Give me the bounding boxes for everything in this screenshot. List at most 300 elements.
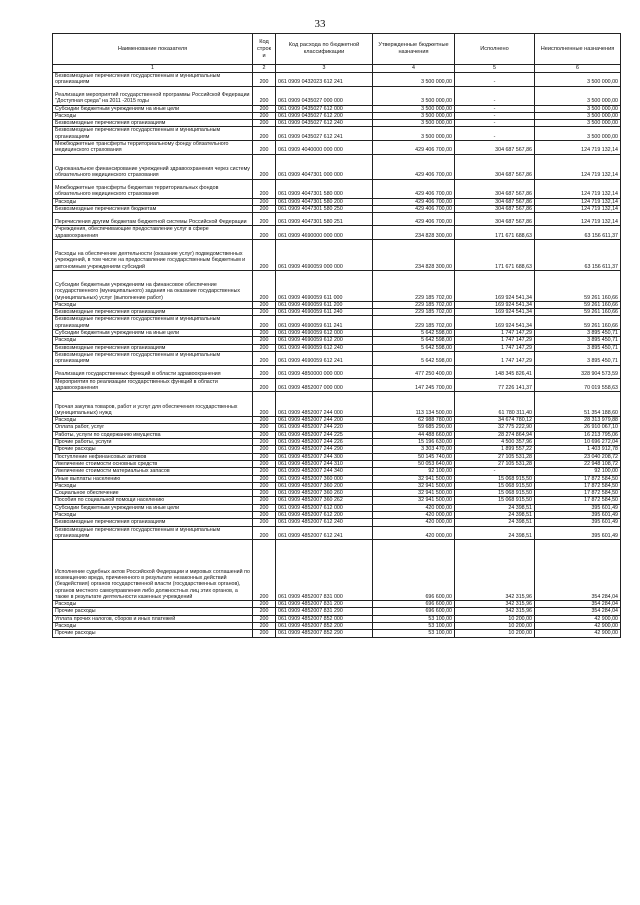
row-approved: 429 406 700,00 [373, 154, 455, 179]
row-unexecuted: 17 872 584,50 [535, 490, 621, 497]
table-row [53, 497, 621, 504]
table-row [53, 73, 621, 87]
row-budget-code: 061 0909 4690059 611 241 [276, 316, 373, 330]
row-unexecuted: 3 895 450,71 [535, 330, 621, 337]
row-budget-code: 061 0909 4047301 580 200 [276, 198, 373, 205]
row-line-code: 200 [253, 601, 276, 608]
row-name: Прочие расходы [53, 608, 253, 615]
row-name: Безвозмездные перечисления государственным и муниципальным организациям [53, 127, 253, 141]
row-name: Перечисления другим бюджетам бюджетной системы Российской Федерации [53, 213, 253, 226]
row-budget-code: 061 0909 4047301 000 000 [276, 154, 373, 179]
table-row [53, 154, 621, 179]
row-budget-code: 061 0909 4852007 852 000 [276, 615, 373, 622]
table-row [53, 226, 621, 240]
header-unexecuted: Неисполненные назначения [535, 34, 621, 65]
header-executed: Исполнено [455, 34, 535, 65]
row-name: Учреждения, обеспечивающие предоставление услуг в сфере здравоохранения [53, 226, 253, 240]
table-row [53, 490, 621, 497]
row-approved: 44 488 660,00 [373, 431, 455, 438]
row-approved: 229 185 702,00 [373, 301, 455, 308]
row-approved: 3 500 000,00 [373, 86, 455, 105]
table-row [53, 511, 621, 518]
table-row [53, 330, 621, 337]
row-approved: 15 196 630,00 [373, 439, 455, 446]
row-approved: 5 642 598,00 [373, 344, 455, 351]
row-executed: 304 687 567,86 [455, 205, 535, 212]
row-approved: 50 145 740,00 [373, 453, 455, 460]
row-budget-code: 061 0909 4852007 244 226 [276, 439, 373, 446]
column-number-row [53, 65, 621, 73]
row-approved: 696 600,00 [373, 601, 455, 608]
row-approved: 229 185 702,00 [373, 270, 455, 301]
row-approved: 53 100,00 [373, 615, 455, 622]
row-executed: - [455, 120, 535, 127]
column-number: 3 [276, 65, 373, 73]
table-row [53, 378, 621, 392]
row-name: Прочая закупка товаров, работ и услуг для обеспечения государственных (муниципальных) нужд [53, 392, 253, 417]
row-unexecuted: 3 895 450,71 [535, 337, 621, 344]
row-executed: 1 747 147,29 [455, 330, 535, 337]
row-line-code: 200 [253, 468, 276, 475]
row-unexecuted: 59 261 160,66 [535, 309, 621, 316]
row-line-code: 200 [253, 120, 276, 127]
row-executed: 24 398,51 [455, 511, 535, 518]
row-budget-code: 061 0909 0435027 612 240 [276, 120, 373, 127]
row-line-code: 200 [253, 141, 276, 155]
row-executed: - [455, 86, 535, 105]
row-unexecuted: 395 601,49 [535, 519, 621, 526]
row-line-code: 200 [253, 497, 276, 504]
table-row [53, 446, 621, 453]
row-budget-code: 061 0909 4852007 244 290 [276, 446, 373, 453]
row-approved: 59 685 290,00 [373, 424, 455, 431]
row-line-code: 200 [253, 205, 276, 212]
row-name: Безвозмездные перечисления организациям [53, 120, 253, 127]
row-budget-code: 061 0909 4852007 244 200 [276, 417, 373, 424]
row-executed: 304 687 567,86 [455, 179, 535, 198]
row-line-code: 200 [253, 213, 276, 226]
row-executed: - [455, 468, 535, 475]
row-executed: 171 671 688,63 [455, 226, 535, 240]
column-number: 6 [535, 65, 621, 73]
row-line-code: 200 [253, 475, 276, 482]
column-number: 1 [53, 65, 253, 73]
row-budget-code: 061 0909 4690059 612 240 [276, 344, 373, 351]
row-budget-code: 061 0909 4852007 612 200 [276, 511, 373, 518]
row-unexecuted: 354 284,04 [535, 608, 621, 615]
row-name: Субсидии бюджетным учреждениям на финансовое обеспечение государственного (муниципального) задания на оказание государственных (муниципальных) услуг (выполнение работ) [53, 270, 253, 301]
row-executed: 24 398,51 [455, 526, 535, 540]
row-unexecuted: 70 019 558,63 [535, 378, 621, 392]
row-unexecuted: 3 895 450,71 [535, 344, 621, 351]
row-executed: 10 200,00 [455, 630, 535, 637]
table-row [53, 482, 621, 489]
row-approved: 420 000,00 [373, 526, 455, 540]
row-name: Субсидии бюджетным учреждениям на иные цели [53, 330, 253, 337]
row-approved: 420 000,00 [373, 511, 455, 518]
row-approved: 5 642 598,00 [373, 351, 455, 365]
row-name: Мероприятия по реализации государственных функций в области здравоохранения [53, 378, 253, 392]
row-approved: 92 100,00 [373, 468, 455, 475]
row-unexecuted: 16 213 795,06 [535, 431, 621, 438]
row-unexecuted: 17 872 584,50 [535, 475, 621, 482]
row-budget-code: 061 0909 4852007 612 241 [276, 526, 373, 540]
row-approved: 53 100,00 [373, 623, 455, 630]
row-name: Межбюджетные трансферты бюджетам территориальных фондов обязательного медицинского страхования [53, 179, 253, 198]
row-unexecuted: 3 500 000,00 [535, 73, 621, 87]
row-line-code: 200 [253, 179, 276, 198]
row-unexecuted: 59 261 160,66 [535, 301, 621, 308]
table-row [53, 392, 621, 417]
table-row [53, 608, 621, 615]
row-unexecuted: 3 500 000,00 [535, 105, 621, 112]
row-executed: 10 200,00 [455, 623, 535, 630]
row-unexecuted: 17 872 584,50 [535, 482, 621, 489]
row-executed: 77 226 141,37 [455, 378, 535, 392]
row-budget-code: 061 0909 4852007 852 200 [276, 623, 373, 630]
row-name: Работы, услуги по содержанию имущества [53, 431, 253, 438]
table-row [53, 112, 621, 119]
row-name: Расходы [53, 601, 253, 608]
row-approved: 3 500 000,00 [373, 127, 455, 141]
row-line-code: 200 [253, 330, 276, 337]
table-row [53, 213, 621, 226]
row-approved: 234 828 300,00 [373, 239, 455, 270]
row-executed: - [455, 105, 535, 112]
row-approved: 429 406 700,00 [373, 141, 455, 155]
row-line-code: 200 [253, 504, 276, 511]
row-line-code: 200 [253, 344, 276, 351]
row-name: Расходы [53, 511, 253, 518]
row-approved: 3 303 470,00 [373, 446, 455, 453]
row-name: Безвозмездные перечисления организациям [53, 309, 253, 316]
row-budget-code: 061 0909 4852007 360 200 [276, 482, 373, 489]
row-line-code: 200 [253, 365, 276, 378]
row-line-code: 200 [253, 337, 276, 344]
row-executed: 304 687 567,86 [455, 198, 535, 205]
column-number: 5 [455, 65, 535, 73]
row-line-code: 200 [253, 453, 276, 460]
row-budget-code: 061 0909 0435027 612 000 [276, 105, 373, 112]
row-unexecuted: 354 284,04 [535, 601, 621, 608]
row-line-code: 200 [253, 112, 276, 119]
row-name: Оплата работ, услуг [53, 424, 253, 431]
row-name: Безвозмездные перечисления государственным и муниципальным организациям [53, 351, 253, 365]
row-unexecuted: 26 910 067,10 [535, 424, 621, 431]
row-unexecuted: 3 500 000,00 [535, 120, 621, 127]
row-executed: 24 398,51 [455, 519, 535, 526]
budget-execution-table [52, 33, 621, 638]
row-budget-code: 061 0909 4690000 000 000 [276, 226, 373, 240]
row-unexecuted: 3 500 000,00 [535, 127, 621, 141]
row-budget-code: 061 0909 4852007 000 000 [276, 378, 373, 392]
row-line-code: 200 [253, 615, 276, 622]
row-name: Увеличение стоимости материальных запасов [53, 468, 253, 475]
row-approved: 113 134 500,00 [373, 392, 455, 417]
table-row [53, 504, 621, 511]
table-row [53, 365, 621, 378]
row-unexecuted: 59 261 160,66 [535, 270, 621, 301]
row-unexecuted: 28 313 979,88 [535, 417, 621, 424]
table-row [53, 453, 621, 460]
row-approved: 32 941 500,00 [373, 490, 455, 497]
table-row [53, 417, 621, 424]
row-executed: 15 068 915,50 [455, 475, 535, 482]
row-unexecuted: 124 719 132,14 [535, 141, 621, 155]
row-executed: 24 398,51 [455, 504, 535, 511]
row-unexecuted: 3 895 450,71 [535, 351, 621, 365]
row-executed: 171 671 688,63 [455, 239, 535, 270]
table-row [53, 526, 621, 540]
table-row [53, 439, 621, 446]
table-row [53, 198, 621, 205]
row-budget-code: 061 0909 0435027 612 200 [276, 112, 373, 119]
row-line-code: 200 [253, 127, 276, 141]
row-name: Уплата прочих налогов, сборов и иных платежей [53, 615, 253, 622]
header-indicator-name: Наименование показателя [53, 34, 253, 65]
row-approved: 5 642 598,00 [373, 337, 455, 344]
row-name: Реализация мероприятий государственной программы Российской Федерации "Доступная среда" на 2011 -2015 годы [53, 86, 253, 105]
row-budget-code: 061 0909 4852007 360 260 [276, 490, 373, 497]
row-executed: 61 780 311,40 [455, 392, 535, 417]
table-row [53, 141, 621, 155]
row-executed: 169 924 541,34 [455, 316, 535, 330]
row-executed: 342 315,96 [455, 608, 535, 615]
row-unexecuted: 354 284,04 [535, 540, 621, 601]
table-row [53, 601, 621, 608]
row-line-code: 200 [253, 460, 276, 467]
row-approved: 3 500 000,00 [373, 120, 455, 127]
row-name: Пособия по социальной помощи населению [53, 497, 253, 504]
table-row [53, 540, 621, 601]
table-row [53, 351, 621, 365]
row-executed: 1 899 557,22 [455, 446, 535, 453]
row-name: Иные выплаты населению [53, 475, 253, 482]
row-executed: 169 924 541,34 [455, 270, 535, 301]
row-unexecuted: 395 601,49 [535, 511, 621, 518]
row-approved: 3 500 000,00 [373, 73, 455, 87]
row-name: Безвозмездные перечисления государственным и муниципальным организациям [53, 316, 253, 330]
row-name: Безвозмездные перечисления государственным и муниципальным организациям [53, 526, 253, 540]
row-executed: 34 674 780,12 [455, 417, 535, 424]
row-executed: 148 345 826,41 [455, 365, 535, 378]
row-executed: 27 105 531,28 [455, 453, 535, 460]
row-approved: 420 000,00 [373, 504, 455, 511]
row-name: Прочие расходы [53, 630, 253, 637]
row-executed: - [455, 112, 535, 119]
table-row [53, 468, 621, 475]
row-line-code: 200 [253, 519, 276, 526]
row-budget-code: 061 0909 4040000 000 000 [276, 141, 373, 155]
row-approved: 3 500 000,00 [373, 105, 455, 112]
row-executed: 4 500 357,96 [455, 439, 535, 446]
row-executed: 28 274 864,94 [455, 431, 535, 438]
row-approved: 429 406 700,00 [373, 213, 455, 226]
table-row [53, 519, 621, 526]
row-name: Прочие работы, услуги [53, 439, 253, 446]
row-budget-code: 061 0909 0432023 612 241 [276, 73, 373, 87]
row-line-code: 200 [253, 511, 276, 518]
row-budget-code: 061 0909 4852007 831 290 [276, 608, 373, 615]
row-unexecuted: 63 156 611,37 [535, 239, 621, 270]
header-line-code: Код строк и [253, 34, 276, 65]
row-approved: 234 828 300,00 [373, 226, 455, 240]
row-executed: 342 315,96 [455, 540, 535, 601]
row-line-code: 200 [253, 105, 276, 112]
table-row [53, 127, 621, 141]
table-row [53, 301, 621, 308]
table-row [53, 270, 621, 301]
row-approved: 32 941 500,00 [373, 475, 455, 482]
row-unexecuted: 59 261 160,66 [535, 316, 621, 330]
row-executed: 15 068 915,50 [455, 490, 535, 497]
row-executed: 304 687 567,86 [455, 154, 535, 179]
row-budget-code: 061 0909 4852007 244 300 [276, 453, 373, 460]
row-budget-code: 061 0909 4852007 612 000 [276, 504, 373, 511]
row-budget-code: 061 0909 4047301 580 250 [276, 205, 373, 212]
row-budget-code: 061 0909 4852007 831 200 [276, 601, 373, 608]
table-row [53, 344, 621, 351]
row-executed: 342 315,96 [455, 601, 535, 608]
row-unexecuted: 23 040 208,72 [535, 453, 621, 460]
row-line-code: 200 [253, 198, 276, 205]
row-line-code: 200 [253, 446, 276, 453]
row-approved: 477 250 400,00 [373, 365, 455, 378]
row-name: Одноканальное финансирование учреждений здравоохранения через систему обязательного медицинского страхования [53, 154, 253, 179]
row-executed: - [455, 127, 535, 141]
row-unexecuted: 42 900,00 [535, 630, 621, 637]
row-approved: 53 100,00 [373, 630, 455, 637]
row-unexecuted: 42 900,00 [535, 623, 621, 630]
table-row [53, 179, 621, 198]
row-name: Межбюджетные трансферты территориальному фонду обязательного медицинского страхования [53, 141, 253, 155]
row-budget-code: 061 0909 4047301 580 000 [276, 179, 373, 198]
row-unexecuted: 1 403 912,78 [535, 446, 621, 453]
row-executed: 10 200,00 [455, 615, 535, 622]
row-line-code: 200 [253, 378, 276, 392]
row-name: Расходы [53, 198, 253, 205]
row-budget-code: 061 0909 4690059 000 000 [276, 239, 373, 270]
row-budget-code: 061 0909 4850000 000 000 [276, 365, 373, 378]
table-row [53, 316, 621, 330]
row-line-code: 200 [253, 309, 276, 316]
row-line-code: 200 [253, 73, 276, 87]
row-unexecuted: 51 354 188,60 [535, 392, 621, 417]
table-header-row [53, 34, 621, 65]
row-executed: 304 687 567,86 [455, 141, 535, 155]
row-approved: 3 500 000,00 [373, 112, 455, 119]
row-unexecuted: 124 719 132,14 [535, 154, 621, 179]
row-unexecuted: 17 872 584,50 [535, 497, 621, 504]
row-approved: 32 941 500,00 [373, 497, 455, 504]
row-name: Расходы [53, 417, 253, 424]
row-name: Безвозмездные перечисления бюджетам [53, 205, 253, 212]
row-name: Расходы на обеспечение деятельности (оказание услуг) подведомственных учреждений, в том числе на предоставление государственным бюджетным и автономным учреждениям субсидий [53, 239, 253, 270]
table-row [53, 239, 621, 270]
row-unexecuted: 124 719 132,14 [535, 198, 621, 205]
row-unexecuted: 395 601,49 [535, 526, 621, 540]
row-budget-code: 061 0909 4690059 612 200 [276, 337, 373, 344]
row-name: Безвозмездные перечисления организациям [53, 344, 253, 351]
row-line-code: 200 [253, 431, 276, 438]
row-line-code: 200 [253, 86, 276, 105]
row-line-code: 200 [253, 526, 276, 540]
row-name: Реализация государственных функций в области здравоохранения [53, 365, 253, 378]
row-approved: 50 053 640,00 [373, 460, 455, 467]
row-executed: 169 924 541,34 [455, 309, 535, 316]
row-executed: 1 747 147,29 [455, 344, 535, 351]
row-line-code: 200 [253, 270, 276, 301]
row-approved: 696 600,00 [373, 540, 455, 601]
row-budget-code: 061 0909 4852007 360 262 [276, 497, 373, 504]
row-name: Субсидии бюджетным учреждениям на иные цели [53, 105, 253, 112]
row-line-code: 200 [253, 482, 276, 489]
row-name: Поступление нефинансовых активов [53, 453, 253, 460]
page-number: 33 [314, 18, 326, 30]
table-row [53, 460, 621, 467]
row-unexecuted: 395 601,49 [535, 504, 621, 511]
row-line-code: 200 [253, 608, 276, 615]
row-executed: 169 924 541,34 [455, 301, 535, 308]
header-approved: Утвержденные бюджетные назначения [373, 34, 455, 65]
table-row [53, 431, 621, 438]
row-budget-code: 061 0909 4852007 244 000 [276, 392, 373, 417]
row-executed: 1 747 147,29 [455, 337, 535, 344]
row-budget-code: 061 0909 0435027 000 000 [276, 86, 373, 105]
table-row [53, 424, 621, 431]
row-name: Расходы [53, 482, 253, 489]
table-row [53, 105, 621, 112]
row-budget-code: 061 0909 4690059 611 240 [276, 309, 373, 316]
row-name: Безвозмездные перечисления государственным и муниципальным организациям [53, 73, 253, 87]
row-name: Безвозмездные перечисления организациям [53, 519, 253, 526]
table-body [53, 73, 621, 638]
row-line-code: 200 [253, 424, 276, 431]
row-budget-code: 061 0909 4690059 611 200 [276, 301, 373, 308]
row-approved: 5 642 598,00 [373, 330, 455, 337]
row-line-code: 200 [253, 301, 276, 308]
row-unexecuted: 63 156 611,37 [535, 226, 621, 240]
row-approved: 429 406 700,00 [373, 198, 455, 205]
row-name: Расходы [53, 623, 253, 630]
row-budget-code: 061 0909 4690059 611 000 [276, 270, 373, 301]
row-unexecuted: 3 500 000,00 [535, 86, 621, 105]
column-number: 2 [253, 65, 276, 73]
table-row [53, 205, 621, 212]
column-number: 4 [373, 65, 455, 73]
row-unexecuted: 3 500 000,00 [535, 112, 621, 119]
row-line-code: 200 [253, 154, 276, 179]
row-executed: 304 687 567,86 [455, 213, 535, 226]
row-line-code: 200 [253, 417, 276, 424]
row-budget-code: 061 0909 4852007 244 225 [276, 431, 373, 438]
row-executed: 15 068 915,50 [455, 482, 535, 489]
row-name: Социальное обеспечение [53, 490, 253, 497]
row-budget-code: 061 0909 4852007 612 240 [276, 519, 373, 526]
row-executed: - [455, 73, 535, 87]
table-row [53, 615, 621, 622]
row-line-code: 200 [253, 630, 276, 637]
row-approved: 32 941 500,00 [373, 482, 455, 489]
row-approved: 420 000,00 [373, 519, 455, 526]
row-unexecuted: 42 900,00 [535, 615, 621, 622]
row-line-code: 200 [253, 490, 276, 497]
row-line-code: 200 [253, 316, 276, 330]
row-budget-code: 061 0909 4852007 244 220 [276, 424, 373, 431]
table-row [53, 120, 621, 127]
row-budget-code: 061 0909 4852007 244 310 [276, 460, 373, 467]
table-row [53, 630, 621, 637]
